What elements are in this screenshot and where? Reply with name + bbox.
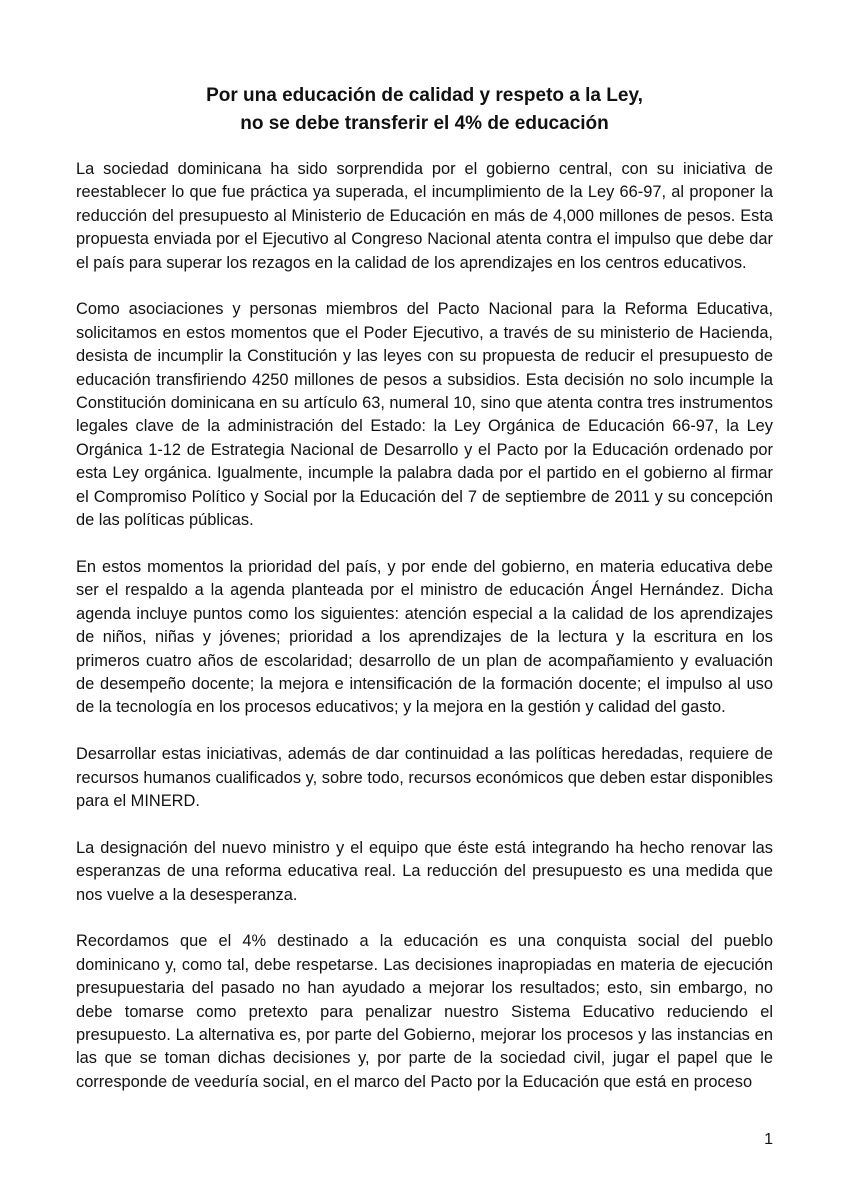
paragraph-4: Desarrollar estas iniciativas, además de dar continuidad a las políticas heredadas, requiere de recursos humanos cualificados y, sobre todo, recursos económicos que deben estar disponibles para el MINERD. (76, 745, 773, 810)
paragraph-3: En estos momentos la prioridad del país, y por ende del gobierno, en materia educativa debe ser el respaldo a la agenda planteada por el ministro de educación Ángel Hernández. Dicha agenda incluye puntos como los siguientes: atención especial a la calidad de los aprendizajes de niños, niñas y jóvenes; prioridad a los aprendizajes de la lectura y la escritura en los primeros cuatro años de escolaridad; desarrollo de un plan de acompañamiento y evaluación de desempeño docente; la mejora e intensificación de la formación docente; el impulso al uso de la tecnología en los procesos educativos; y la mejora en la gestión y calidad del gasto. (76, 557, 773, 717)
paragraph-1: La sociedad dominicana ha sido sorprendida por el gobierno central, con su iniciativa de reestablecer lo que fue práctica ya superada, el incumplimiento de la Ley 66-97, al proponer la reducción del presupuesto al Ministerio de Educación en más de 4,000 millones de pesos. Esta propuesta enviada por el Ejecutivo al Congreso Nacional atenta contra el impulso que debe dar el país para superar los rezagos en la calidad de los aprendizajes en los centros educativos. (76, 160, 773, 272)
paragraph-6: Recordamos que el 4% destinado a la educación es una conquista social del pueblo dominicano y, como tal, debe respetarse. Las decisiones inapropiadas en materia de ejecución presupuestaria del pasado no han ayudado a mejorar los resultados; esto, sin embargo, no debe tomarse como pretexto para penalizar nuestro Sistema Educativo reduciendo el presupuesto. La alternativa es, por parte del Gobierno, mejorar los procesos y las instancias en las que se toman dichas decisiones y, por parte de la sociedad civil, jugar el papel que le corresponde de veeduría social, en el marco del Pacto por la Educación que está en proceso (76, 932, 773, 1091)
document-title (76, 82, 773, 138)
paragraph-5: La designación del nuevo ministro y el equipo que éste está integrando ha hecho renovar las esperanzas de una reforma educativa real. La reducción del presupuesto es una medida que nos vuelve a la desesperanza. (76, 838, 773, 904)
document-body (76, 158, 773, 1118)
page-number: 1 (764, 1131, 773, 1148)
title-line-2: no se debe transferir el 4% de educación (240, 113, 609, 134)
paragraph-2: Como asociaciones y personas miembros del Pacto Nacional para la Reforma Educativa, solicitamos en estos momentos que el Poder Ejecutivo, a través de su ministerio de Hacienda, desista de incumplir la Constitución y las leyes con su propuesta de reducir el presupuesto de educación transfiriendo 4250 millones de pesos a subsidios. Esta decisión no solo incumple la Constitución dominicana en su artículo 63, numeral 10, sino que atenta contra tres instrumentos legales clave de la administración del Estado: la Ley Orgánica de Educación 66-97, la Ley Orgánica 1-12 de Estrategia Nacional de Desarrollo y el Pacto por la Educación ordenado por esta Ley orgánica. Igualmente, incumple la palabra dada por el partido en el gobierno al firmar el Compromiso Político y Social por la Educación del 7 de septiembre de 2011 y su concepción de las políticas públicas. (76, 300, 773, 530)
title-line-1: Por una educación de calidad y respeto a la Ley, (206, 85, 643, 106)
